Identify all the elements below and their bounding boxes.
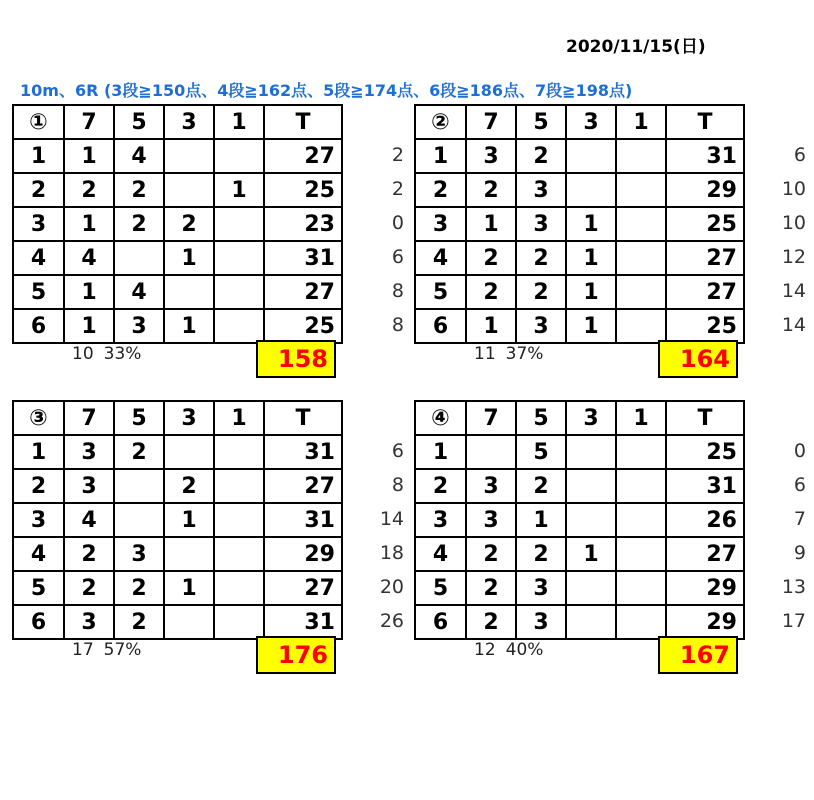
end-total-cell: 27 — [264, 571, 342, 605]
round-number-header: ① — [13, 105, 64, 139]
table-row — [13, 469, 342, 503]
end-number-cell: 1 — [13, 435, 64, 469]
hit-count-cell: 3 — [114, 537, 164, 571]
table-header-row — [13, 105, 342, 139]
table-row — [415, 139, 744, 173]
side-value: 18 — [379, 542, 404, 564]
hit-count-cell — [566, 503, 616, 537]
end-total-cell: 25 — [264, 309, 342, 343]
hit-count-cell: 3 — [516, 571, 566, 605]
hit-count-cell: 1 — [164, 503, 214, 537]
hit-count-cell: 3 — [64, 469, 114, 503]
end-number-cell: 3 — [415, 503, 466, 537]
count-value: 12 — [474, 640, 496, 660]
hit-count-cell — [164, 537, 214, 571]
side-value: 8 — [391, 474, 404, 496]
hit-count-cell — [616, 537, 666, 571]
hit-count-cell — [616, 309, 666, 343]
score-header: 5 — [516, 105, 566, 139]
side-spacer — [342, 104, 404, 138]
end-total-cell: 25 — [666, 435, 744, 469]
hit-count-cell: 4 — [64, 503, 114, 537]
hit-count-cell: 1 — [164, 309, 214, 343]
hit-count-cell: 1 — [466, 207, 516, 241]
hit-count-cell: 1 — [64, 275, 114, 309]
hit-count-cell: 4 — [64, 241, 114, 275]
side-values — [744, 400, 806, 638]
grand-total: 167 — [658, 636, 738, 674]
grand-total: 164 — [658, 340, 738, 378]
end-number-cell: 4 — [13, 537, 64, 571]
side-value: 6 — [391, 246, 404, 268]
end-number-cell: 6 — [13, 605, 64, 639]
hit-count-cell: 2 — [114, 207, 164, 241]
table-row — [415, 537, 744, 571]
table-row — [13, 139, 342, 173]
score-header: 5 — [114, 401, 164, 435]
date-label: 2020/11/15(日) — [566, 37, 706, 57]
side-value: 7 — [793, 508, 806, 530]
hit-count-cell — [214, 571, 264, 605]
hit-count-cell: 1 — [64, 139, 114, 173]
hit-count-cell — [214, 207, 264, 241]
score-header: 5 — [114, 105, 164, 139]
hit-count-cell: 2 — [114, 435, 164, 469]
end-total-cell: 27 — [264, 275, 342, 309]
side-spacer — [744, 104, 806, 138]
grand-total: 176 — [256, 636, 336, 674]
side-value: 14 — [781, 280, 806, 302]
hit-count-cell: 1 — [64, 309, 114, 343]
end-total-cell: 26 — [666, 503, 744, 537]
score-table — [414, 400, 745, 640]
hit-count-cell: 2 — [466, 537, 516, 571]
side-value: 6 — [793, 144, 806, 166]
summary-line — [72, 344, 151, 364]
end-number-cell: 1 — [13, 139, 64, 173]
end-number-cell: 2 — [13, 469, 64, 503]
score-header: 3 — [566, 401, 616, 435]
hit-count-cell — [566, 469, 616, 503]
end-number-cell: 3 — [13, 503, 64, 537]
table-row — [13, 503, 342, 537]
score-table — [12, 104, 343, 344]
hit-count-cell: 1 — [64, 207, 114, 241]
hit-count-cell: 2 — [516, 241, 566, 275]
table-row — [415, 571, 744, 605]
count-value: 10 — [72, 344, 94, 364]
summary-line — [474, 344, 553, 364]
score-header: 3 — [566, 105, 616, 139]
side-value: 13 — [781, 576, 806, 598]
table-row — [13, 241, 342, 275]
hit-count-cell: 2 — [516, 275, 566, 309]
hit-count-cell: 3 — [466, 503, 516, 537]
score-header: 1 — [616, 401, 666, 435]
end-number-cell: 4 — [415, 537, 466, 571]
hit-count-cell — [616, 241, 666, 275]
end-total-cell: 27 — [666, 275, 744, 309]
side-value: 26 — [379, 610, 404, 632]
side-spacer — [342, 400, 404, 434]
table-row — [13, 275, 342, 309]
hit-count-cell — [214, 605, 264, 639]
table-row — [13, 309, 342, 343]
total-header: T — [666, 401, 744, 435]
hit-count-cell — [616, 275, 666, 309]
summary-line — [72, 640, 151, 660]
side-value: 2 — [391, 144, 404, 166]
hit-count-cell: 4 — [114, 275, 164, 309]
side-value: 20 — [379, 576, 404, 598]
score-header: 7 — [64, 105, 114, 139]
score-block-4 — [414, 400, 814, 680]
hit-count-cell — [616, 469, 666, 503]
round-number-header: ② — [415, 105, 466, 139]
hit-count-cell — [466, 435, 516, 469]
hit-count-cell: 1 — [164, 241, 214, 275]
hit-count-cell — [616, 435, 666, 469]
side-value: 8 — [391, 314, 404, 336]
hit-count-cell — [114, 469, 164, 503]
table-row — [13, 571, 342, 605]
end-total-cell: 31 — [264, 241, 342, 275]
percent-value: 37% — [505, 344, 544, 364]
hit-count-cell: 1 — [164, 571, 214, 605]
side-value: 12 — [781, 246, 806, 268]
table-row — [415, 241, 744, 275]
grand-total: 158 — [256, 340, 336, 378]
score-header: 1 — [616, 105, 666, 139]
side-value: 0 — [793, 440, 806, 462]
end-number-cell: 3 — [415, 207, 466, 241]
end-number-cell: 2 — [13, 173, 64, 207]
percent-value: 57% — [103, 640, 142, 660]
end-total-cell: 29 — [264, 537, 342, 571]
hit-count-cell: 2 — [114, 173, 164, 207]
side-value: 10 — [781, 212, 806, 234]
end-total-cell: 31 — [264, 503, 342, 537]
hit-count-cell: 2 — [64, 173, 114, 207]
hit-count-cell — [214, 139, 264, 173]
hit-count-cell: 3 — [466, 139, 516, 173]
end-total-cell: 27 — [264, 139, 342, 173]
hit-count-cell: 2 — [114, 605, 164, 639]
end-total-cell: 23 — [264, 207, 342, 241]
table-row — [415, 309, 744, 343]
score-block-3 — [12, 400, 412, 680]
hit-count-cell: 2 — [114, 571, 164, 605]
side-value: 10 — [781, 178, 806, 200]
end-number-cell: 2 — [415, 173, 466, 207]
end-total-cell: 27 — [666, 241, 744, 275]
total-header: T — [264, 105, 342, 139]
hit-count-cell — [164, 275, 214, 309]
score-header: 7 — [466, 105, 516, 139]
end-total-cell: 27 — [666, 537, 744, 571]
table-row — [415, 503, 744, 537]
end-total-cell: 25 — [666, 309, 744, 343]
end-number-cell: 5 — [415, 571, 466, 605]
table-row — [13, 173, 342, 207]
score-header: 1 — [214, 401, 264, 435]
side-value: 14 — [379, 508, 404, 530]
score-header: 7 — [64, 401, 114, 435]
end-total-cell: 29 — [666, 173, 744, 207]
hit-count-cell: 3 — [114, 309, 164, 343]
round-number-header: ③ — [13, 401, 64, 435]
hit-count-cell: 3 — [516, 309, 566, 343]
end-total-cell: 29 — [666, 571, 744, 605]
end-number-cell: 6 — [415, 309, 466, 343]
side-value: 9 — [793, 542, 806, 564]
hit-count-cell — [214, 309, 264, 343]
end-number-cell: 6 — [13, 309, 64, 343]
table-row — [13, 435, 342, 469]
percent-value: 40% — [505, 640, 544, 660]
hit-count-cell: 1 — [466, 309, 516, 343]
hit-count-cell — [616, 503, 666, 537]
hit-count-cell — [214, 537, 264, 571]
table-row — [415, 435, 744, 469]
hit-count-cell: 3 — [516, 207, 566, 241]
hit-count-cell: 2 — [516, 139, 566, 173]
side-value: 6 — [793, 474, 806, 496]
hit-count-cell: 3 — [64, 435, 114, 469]
hit-count-cell — [566, 139, 616, 173]
table-header-row — [415, 401, 744, 435]
hit-count-cell: 3 — [466, 469, 516, 503]
hit-count-cell — [616, 139, 666, 173]
hit-count-cell: 1 — [566, 309, 616, 343]
hit-count-cell: 1 — [566, 207, 616, 241]
hit-count-cell: 2 — [466, 275, 516, 309]
hit-count-cell: 2 — [64, 537, 114, 571]
hit-count-cell: 1 — [214, 173, 264, 207]
hit-count-cell: 2 — [64, 571, 114, 605]
hit-count-cell: 2 — [164, 469, 214, 503]
hit-count-cell: 3 — [64, 605, 114, 639]
side-value: 14 — [781, 314, 806, 336]
hit-count-cell: 2 — [466, 605, 516, 639]
score-block-2 — [414, 104, 814, 384]
side-value: 2 — [391, 178, 404, 200]
table-row — [415, 275, 744, 309]
hit-count-cell: 1 — [566, 537, 616, 571]
end-number-cell: 3 — [13, 207, 64, 241]
end-number-cell: 5 — [415, 275, 466, 309]
score-header: 1 — [214, 105, 264, 139]
score-header: 3 — [164, 105, 214, 139]
score-header: 7 — [466, 401, 516, 435]
side-value: 6 — [391, 440, 404, 462]
hit-count-cell: 2 — [466, 241, 516, 275]
hit-count-cell — [214, 435, 264, 469]
hit-count-cell: 2 — [516, 537, 566, 571]
hit-count-cell: 1 — [566, 241, 616, 275]
rules-subtitle: 10m、6R (3段≧150点、4段≧162点、5段≧174点、6段≧186点、7段≧198点) — [20, 81, 633, 100]
round-number-header: ④ — [415, 401, 466, 435]
end-number-cell: 1 — [415, 435, 466, 469]
total-header: T — [264, 401, 342, 435]
end-number-cell: 5 — [13, 275, 64, 309]
hit-count-cell — [616, 207, 666, 241]
end-number-cell: 4 — [415, 241, 466, 275]
hit-count-cell: 1 — [566, 275, 616, 309]
summary-line — [474, 640, 553, 660]
end-total-cell: 31 — [264, 435, 342, 469]
hit-count-cell — [164, 173, 214, 207]
end-number-cell: 1 — [415, 139, 466, 173]
end-total-cell: 31 — [666, 469, 744, 503]
table-row — [13, 605, 342, 639]
hit-count-cell — [566, 605, 616, 639]
hit-count-cell — [214, 275, 264, 309]
hit-count-cell: 3 — [516, 605, 566, 639]
table-header-row — [13, 401, 342, 435]
end-number-cell: 2 — [415, 469, 466, 503]
score-header: 3 — [164, 401, 214, 435]
count-value: 11 — [474, 344, 496, 364]
hit-count-cell — [566, 435, 616, 469]
hit-count-cell: 3 — [516, 173, 566, 207]
hit-count-cell: 2 — [466, 173, 516, 207]
end-total-cell: 27 — [264, 469, 342, 503]
hit-count-cell: 2 — [516, 469, 566, 503]
table-row — [415, 173, 744, 207]
hit-count-cell — [616, 571, 666, 605]
side-value: 0 — [391, 212, 404, 234]
table-row — [13, 207, 342, 241]
hit-count-cell: 2 — [164, 207, 214, 241]
score-block-1 — [12, 104, 412, 384]
hit-count-cell: 1 — [516, 503, 566, 537]
side-spacer — [744, 400, 806, 434]
side-value: 8 — [391, 280, 404, 302]
hit-count-cell — [214, 469, 264, 503]
score-table — [414, 104, 745, 344]
hit-count-cell — [616, 605, 666, 639]
score-header: 5 — [516, 401, 566, 435]
table-row — [415, 469, 744, 503]
end-total-cell: 31 — [666, 139, 744, 173]
hit-count-cell — [164, 435, 214, 469]
hit-count-cell — [164, 605, 214, 639]
hit-count-cell — [566, 173, 616, 207]
end-total-cell: 29 — [666, 605, 744, 639]
end-number-cell: 5 — [13, 571, 64, 605]
end-total-cell: 31 — [264, 605, 342, 639]
count-value: 17 — [72, 640, 94, 660]
hit-count-cell: 5 — [516, 435, 566, 469]
table-row — [415, 207, 744, 241]
hit-count-cell — [114, 503, 164, 537]
table-header-row — [415, 105, 744, 139]
hit-count-cell — [114, 241, 164, 275]
side-values — [342, 104, 404, 342]
hit-count-cell — [566, 571, 616, 605]
table-row — [13, 537, 342, 571]
hit-count-cell — [616, 173, 666, 207]
percent-value: 33% — [103, 344, 142, 364]
hit-count-cell — [214, 503, 264, 537]
side-value: 17 — [781, 610, 806, 632]
hit-count-cell — [164, 139, 214, 173]
hit-count-cell: 4 — [114, 139, 164, 173]
score-table — [12, 400, 343, 640]
table-row — [415, 605, 744, 639]
side-values — [744, 104, 806, 342]
end-number-cell: 4 — [13, 241, 64, 275]
side-values — [342, 400, 404, 638]
hit-count-cell — [214, 241, 264, 275]
total-header: T — [666, 105, 744, 139]
end-number-cell: 6 — [415, 605, 466, 639]
end-total-cell: 25 — [666, 207, 744, 241]
hit-count-cell: 2 — [466, 571, 516, 605]
end-total-cell: 25 — [264, 173, 342, 207]
